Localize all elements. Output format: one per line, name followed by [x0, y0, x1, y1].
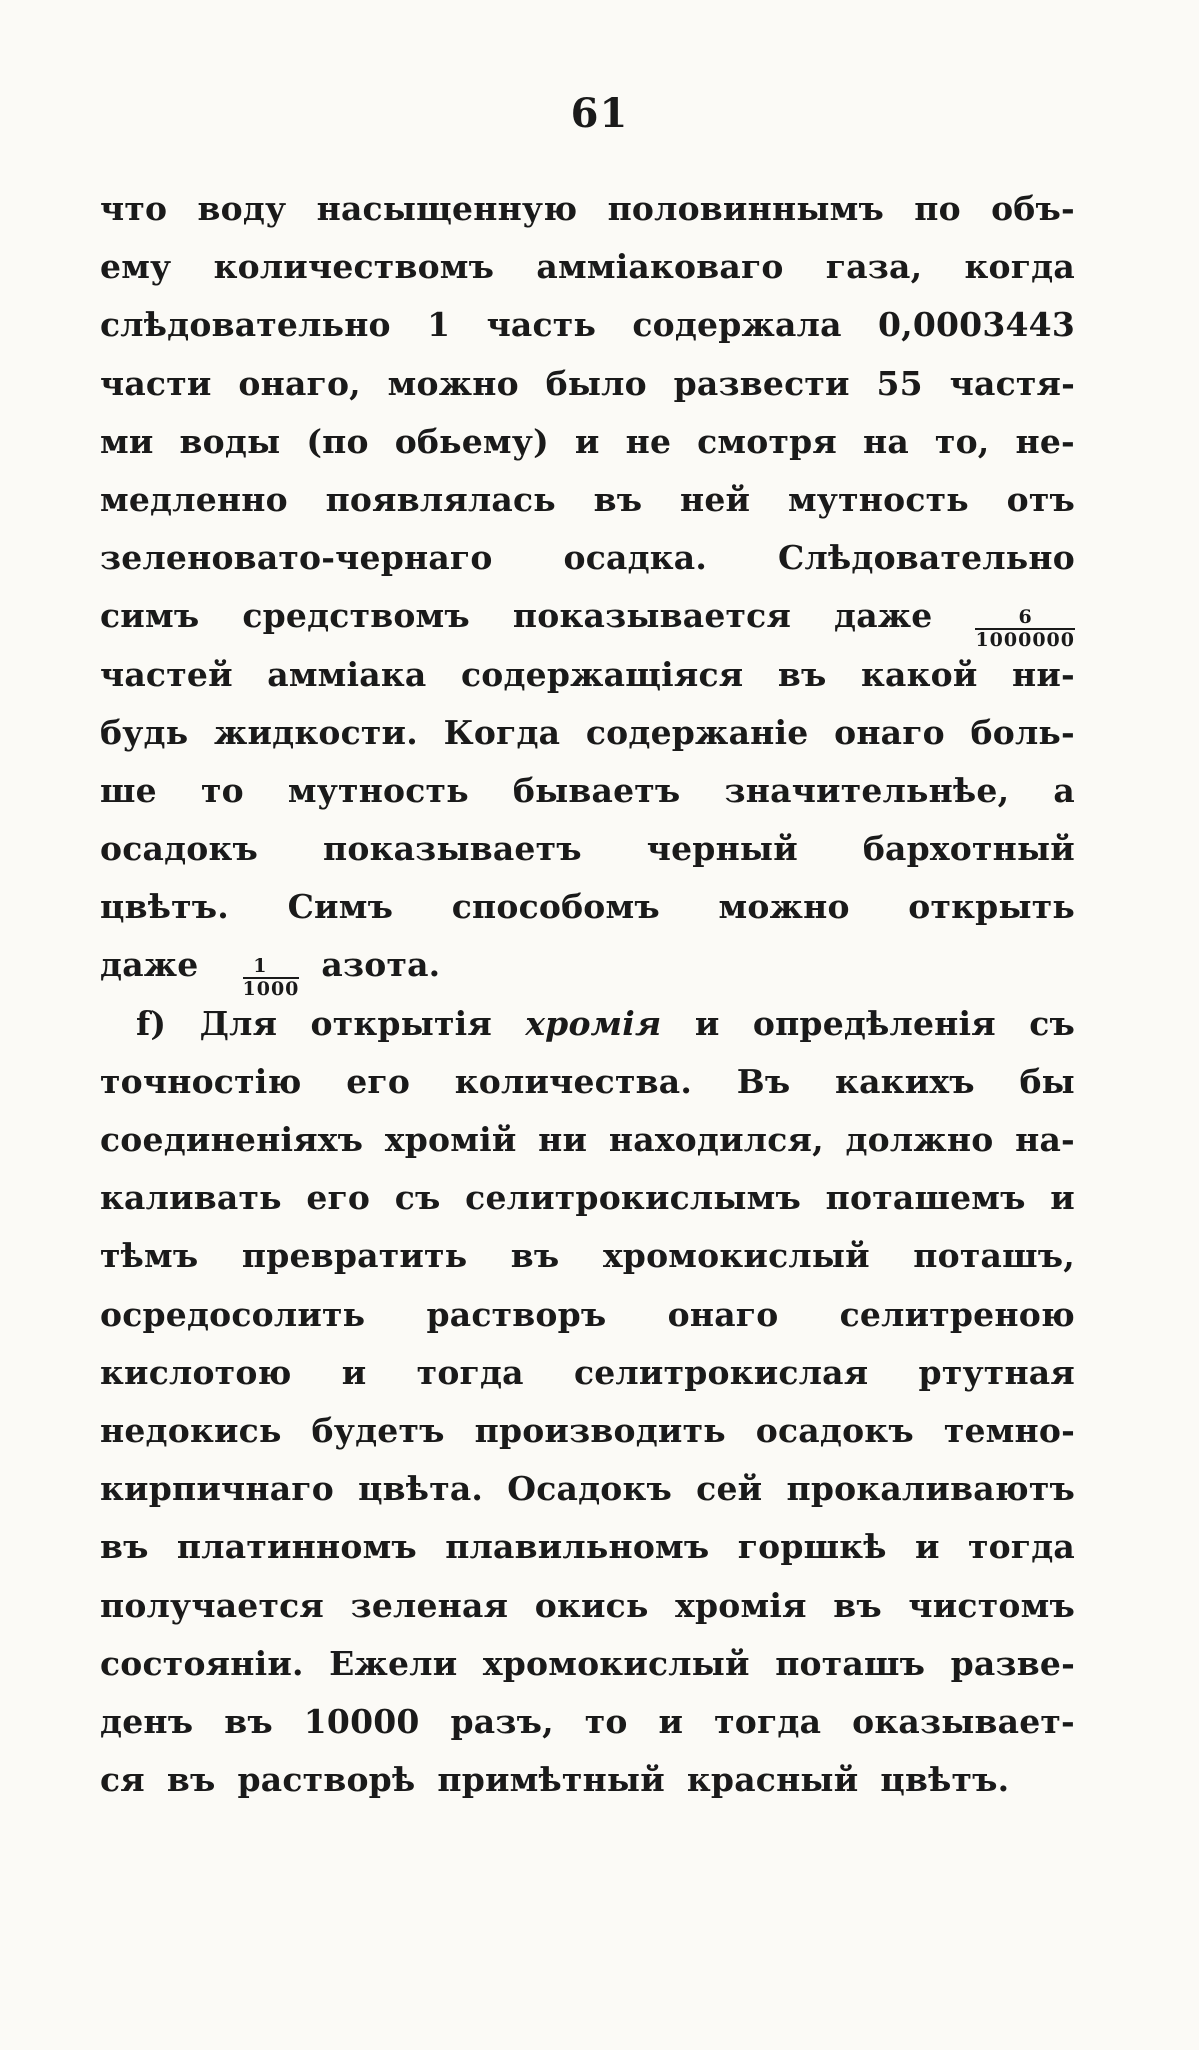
body-text [100, 180, 1075, 1809]
word: горшкѣ [737, 1527, 887, 1567]
word: f) [136, 1003, 167, 1043]
word: получается [100, 1585, 325, 1625]
word: когда [964, 247, 1075, 287]
word: черный [646, 829, 798, 869]
word: соединеніяхъ [100, 1120, 364, 1159]
word: мутность [787, 479, 969, 519]
word: смотря [697, 421, 838, 461]
word: недокись [100, 1410, 282, 1450]
word: содержащіяся [460, 654, 744, 694]
word: точностію [100, 1061, 302, 1101]
word: платинномъ [176, 1527, 417, 1567]
word: медленно [100, 479, 288, 519]
word: частей [100, 654, 233, 694]
word: цвѣтъ. [100, 887, 229, 927]
text-line [100, 1635, 1075, 1693]
word: будетъ [311, 1410, 445, 1450]
word: хромокислый [482, 1643, 750, 1683]
word: Когда [443, 712, 561, 752]
word: и [574, 421, 600, 461]
word: часть [486, 305, 597, 345]
text-line [100, 1227, 1075, 1285]
word: на [863, 421, 909, 461]
word: съ [1029, 1003, 1075, 1043]
word: воду [197, 189, 287, 228]
text-line [100, 762, 1075, 820]
word: онаго [834, 712, 945, 752]
word: показывается [512, 596, 792, 636]
fraction-denominator: 1000 [242, 978, 300, 1001]
text-line [100, 296, 1075, 354]
word: слѣдовательно [100, 305, 391, 345]
word: темно- [943, 1410, 1075, 1450]
word: отъ [1006, 479, 1075, 519]
word: примѣтный [437, 1760, 665, 1800]
word: поташъ [775, 1643, 926, 1683]
word: чистомъ [908, 1585, 1075, 1625]
word: появлялась [325, 479, 556, 519]
word: показываетъ [323, 829, 582, 869]
word: прокаливаютъ [786, 1469, 1075, 1509]
word: въ [510, 1236, 560, 1276]
word: ртутная [918, 1352, 1075, 1392]
word: что [100, 189, 168, 228]
text-line [100, 529, 1075, 587]
word: хромія [675, 1585, 807, 1625]
word: ней [679, 479, 751, 519]
word: 0,0003443 [878, 305, 1075, 345]
word: и [341, 1352, 367, 1392]
word: даже [100, 945, 199, 985]
word: половиннымъ [607, 189, 884, 228]
word: растворѣ [237, 1760, 416, 1800]
word: 1 [427, 305, 451, 345]
word: и [914, 1527, 940, 1567]
word: не [625, 421, 672, 461]
text-line [100, 936, 1075, 1001]
word: объ- [991, 189, 1075, 228]
word: бываетъ [512, 770, 681, 810]
word: съ [394, 1178, 441, 1218]
fraction-numerator: 6 [1018, 606, 1032, 629]
word: 10000 [303, 1701, 420, 1741]
word: а [1053, 770, 1075, 810]
word: даже [834, 596, 933, 636]
text-line [100, 587, 1075, 652]
word: осадокъ [100, 829, 259, 869]
word: развести [673, 363, 850, 403]
text-line [100, 820, 1075, 878]
word: газа, [825, 247, 923, 287]
text-line [100, 1460, 1075, 1518]
word: бы [1019, 1061, 1075, 1101]
word: тогда [416, 1352, 524, 1392]
word: кирпичнаго [100, 1469, 334, 1509]
word: ему [100, 247, 172, 287]
word: въ [100, 1527, 149, 1567]
word: должно [845, 1120, 994, 1159]
word: ни- [1012, 654, 1075, 694]
word: Слѣдовательно [778, 538, 1075, 578]
page-number: 61 [570, 90, 629, 137]
word: способомъ [451, 887, 660, 927]
word: открыть [908, 887, 1075, 927]
word: мутность [287, 770, 469, 810]
text-line [100, 1693, 1075, 1751]
word: боль- [970, 712, 1075, 752]
word: производить [474, 1410, 726, 1450]
word: какой [860, 654, 978, 694]
word: каливать [100, 1178, 282, 1218]
word: амміаковаго [536, 247, 784, 287]
word: было [545, 363, 647, 403]
text-line [100, 995, 1075, 1053]
word: осредосолить [100, 1294, 366, 1334]
word: то, [934, 421, 990, 461]
word: состояніи. [100, 1643, 304, 1683]
word: окись [534, 1585, 649, 1625]
word: симъ [100, 596, 200, 636]
word: и [658, 1701, 684, 1741]
word: превратить [241, 1236, 468, 1276]
word: сей [696, 1469, 763, 1509]
word: разъ, [450, 1701, 554, 1741]
word: значительнѣе, [724, 770, 1010, 810]
word: и [694, 1003, 720, 1043]
word: Для [199, 1003, 278, 1043]
word: оказывает- [852, 1701, 1075, 1741]
word: красный [686, 1760, 859, 1800]
text-line [100, 1751, 1075, 1809]
word: цвѣта. [358, 1469, 484, 1509]
word: обьему) [394, 421, 549, 461]
word: жидкости. [213, 712, 418, 752]
word: онаго, [238, 363, 361, 403]
word: то [584, 1701, 628, 1741]
text-line [100, 180, 1075, 238]
text-line [100, 1518, 1075, 1576]
word: цвѣтъ. [880, 1760, 1010, 1800]
word: осадка. [563, 538, 708, 578]
word: тогда [714, 1701, 822, 1741]
word: количествомъ [213, 247, 495, 287]
word: селитреною [839, 1294, 1075, 1334]
word: содержаніе [585, 712, 809, 752]
word: селитрокислая [573, 1352, 869, 1392]
word: частя- [949, 363, 1075, 403]
word: ше [100, 770, 157, 810]
fraction-thousandth [221, 957, 300, 999]
word: ся [100, 1760, 145, 1800]
word: 55 [876, 363, 923, 403]
word: азота. [321, 945, 441, 985]
word: на- [1015, 1120, 1075, 1159]
word: находился, [608, 1120, 824, 1159]
word: растворъ [426, 1294, 607, 1334]
word: кислотою [100, 1352, 292, 1392]
word: какихъ [835, 1061, 975, 1101]
fraction-millionth [975, 608, 1075, 650]
word: въ [777, 654, 827, 694]
word: будь [100, 712, 189, 752]
word: тѣмъ [100, 1236, 199, 1276]
text-line [100, 471, 1075, 529]
word: ни [538, 1120, 588, 1159]
word: амміака [267, 654, 427, 694]
word: въ [833, 1585, 882, 1625]
word: то [200, 770, 244, 810]
word: не- [1015, 421, 1075, 461]
word: денъ [100, 1701, 194, 1741]
word: зеленая [350, 1585, 509, 1625]
word: можно [718, 887, 850, 927]
text-line [100, 1053, 1075, 1111]
text-line [100, 704, 1075, 762]
italic-term: хромія [525, 1003, 662, 1043]
word: онаго [667, 1294, 779, 1334]
word: по [914, 189, 961, 228]
word: плавильномъ [445, 1527, 710, 1567]
text-line [100, 1169, 1075, 1227]
text-line [100, 413, 1075, 471]
word: и [1050, 1178, 1075, 1218]
word: разве- [950, 1643, 1075, 1683]
word: открытія [310, 1003, 492, 1043]
text-line [100, 1577, 1075, 1635]
word: бархотный [862, 829, 1075, 869]
word: селитрокислымъ [465, 1178, 802, 1218]
word: въ [224, 1701, 273, 1741]
fraction-numerator: 1 [253, 955, 267, 978]
word: (по [306, 421, 369, 461]
word: части [100, 363, 212, 403]
word: Въ [736, 1061, 791, 1101]
text-line [100, 878, 1075, 936]
word: Симъ [287, 887, 394, 927]
word: содержала [632, 305, 842, 345]
word: хромокислый [602, 1236, 870, 1276]
word: осадокъ [755, 1410, 914, 1450]
text-line [100, 1402, 1075, 1460]
word: тогда [967, 1527, 1075, 1567]
word: ми [100, 421, 154, 461]
word: количества. [454, 1061, 693, 1101]
word: въ [166, 1760, 216, 1800]
text-line [100, 1344, 1075, 1402]
word: можно [387, 363, 519, 403]
text-line [100, 1286, 1075, 1344]
text-line [100, 1111, 1075, 1169]
word: поташъ, [913, 1236, 1075, 1276]
word: насыщенную [316, 189, 578, 228]
word: Осадокъ [507, 1469, 673, 1509]
word: хромій [384, 1120, 517, 1159]
word: зеленовато-чернаго [100, 538, 493, 578]
word: поташемъ [825, 1178, 1026, 1218]
word: воды [179, 421, 281, 461]
word: Ежели [329, 1643, 458, 1683]
word: опредѣленія [752, 1003, 996, 1043]
word: его [306, 1178, 371, 1218]
word: въ [593, 479, 643, 519]
word: его [346, 1061, 411, 1101]
fraction-denominator: 1000000 [975, 629, 1075, 652]
word: средствомъ [242, 596, 470, 636]
text-line [100, 238, 1075, 296]
text-line [100, 646, 1075, 704]
text-line [100, 355, 1075, 413]
